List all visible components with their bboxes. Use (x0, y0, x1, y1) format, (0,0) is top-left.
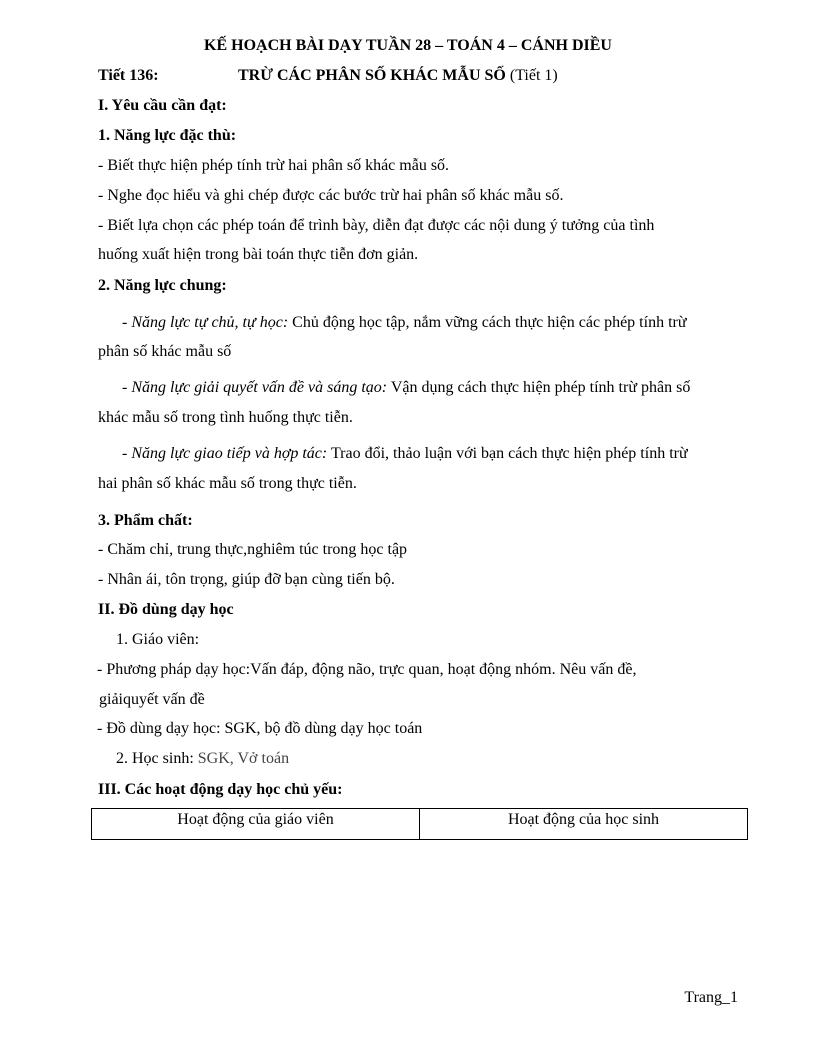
competency-item-2: - Nghe đọc hiểu và ghi chép được các bước trừ hai phân số khác mẫu số. (98, 187, 564, 204)
lesson-title (238, 66, 558, 86)
student-label: 2. Học sinh: (116, 750, 198, 767)
general-competency-1-label: - Năng lực tự chủ, tự học: (122, 314, 289, 331)
student-materials (116, 749, 289, 769)
table-header-teacher: Hoạt động của giáo viên (177, 811, 334, 828)
general-competency-1-text: Chủ động học tập, nắm vững cách thực hiện các phép tính trừ (288, 314, 687, 331)
student-value: SGK, Vở toán (197, 750, 290, 767)
general-competency-2-cont: khác mẫu số trong tình huống thực tiễn. (98, 409, 353, 426)
lesson-part: (Tiết 1) (505, 67, 558, 84)
general-competency-1 (122, 313, 687, 333)
section-1-1-heading: 1. Năng lực đặc thù: (98, 127, 237, 144)
teaching-tools-line: - Đồ dùng dạy học: SGK, bộ đồ dùng dạy học toán (97, 720, 423, 737)
quality-item-1: - Chăm chỉ, trung thực,nghiêm túc trong học tập (98, 541, 408, 558)
section-1-heading: I. Yêu cầu cần đạt: (98, 97, 227, 114)
table-header-student: Hoạt động của học sinh (419, 809, 747, 839)
section-1-3-heading: 3. Phẩm chất: (98, 512, 193, 529)
general-competency-3 (122, 444, 688, 464)
general-competency-3-text: Trao đổi, thảo luận với bạn cách thực hiện phép tính trừ (327, 445, 688, 462)
general-competency-3-label: - Năng lực giao tiếp và hợp tác: (122, 445, 328, 462)
general-competency-2 (122, 378, 690, 398)
general-competency-3-cont: hai phân số khác mẫu số trong thực tiễn. (98, 475, 357, 492)
teaching-method-line: - Phương pháp dạy học:Vấn đáp, động não, trực quan, hoạt động nhóm. Nêu vấn đề, (97, 661, 637, 678)
competency-item-1: - Biết thực hiện phép tính trừ hai phân số khác mẫu số. (98, 157, 450, 174)
teacher-heading: 1. Giáo viên: (116, 631, 200, 648)
quality-item-2: - Nhân ái, tôn trọng, giúp đỡ bạn cùng tiến bộ. (98, 571, 395, 588)
activities-table (91, 808, 748, 840)
general-competency-2-text: Vận dụng cách thực hiện phép tính trừ phân số (387, 379, 691, 396)
competency-item-3: - Biết lựa chọn các phép toán để trình bày, diễn đạt được các nội dung ý tưởng của tình (98, 217, 655, 234)
competency-item-3-cont: huống xuất hiện trong bài toán thực tiễn đơn giản. (98, 246, 419, 263)
general-competency-2-label: - Năng lực giải quyết vấn đề và sáng tạo: (122, 379, 388, 396)
lesson-name: TRỪ CÁC PHÂN SỐ KHÁC MẪU SỐ (238, 67, 506, 84)
document-title: KẾ HOẠCH BÀI DẠY TUẦN 28 – TOÁN 4 – CÁNH DIỀU (204, 37, 612, 54)
teaching-method-cont: giảiquyết vấn đề (99, 691, 205, 708)
section-1-2-heading: 2. Năng lực chung: (98, 277, 227, 294)
page-footer: Trang_1 (684, 989, 738, 1006)
lesson-label: Tiết 136: (98, 67, 159, 84)
section-3-heading: III. Các hoạt động dạy học chủ yếu: (98, 781, 343, 798)
general-competency-1-cont: phân số khác mẫu số (98, 343, 232, 360)
section-2-heading: II. Đồ dùng dạy học (98, 601, 234, 618)
